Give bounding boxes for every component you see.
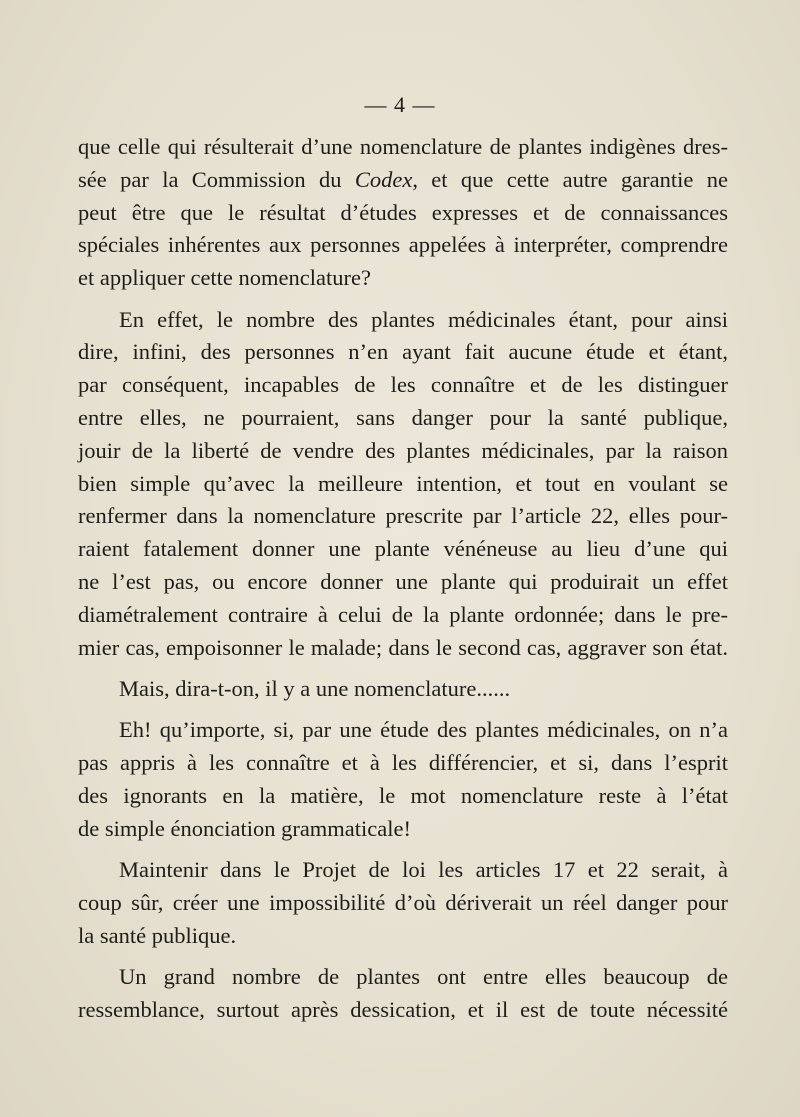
paragraph-4 — [78, 714, 728, 845]
text-line: diamétralement contraire à celui de la plante ordonnée; dans le pre- — [78, 601, 728, 627]
text-line: dire, infini, des personnes n’en ayant fait aucune étude et étant, — [78, 339, 728, 365]
text-line: entre elles, ne pourraient, sans danger pour la santé publique, — [78, 404, 728, 430]
text-line: de simple énonciation grammaticale! — [78, 815, 411, 841]
text-line: des ignorants en la matière, le mot nomenclature reste à l’état — [78, 782, 728, 808]
text-line: la santé publique. — [78, 922, 237, 948]
body-text — [78, 131, 728, 1027]
text-line: et appliquer cette nomenclature? — [78, 265, 371, 291]
text-line: coup sûr, créer une impossibilité d’où dériverait un réel danger pour — [78, 889, 728, 915]
text-line: Maintenir dans le Projet de loi les articles 17 et 22 serait, à — [119, 857, 728, 883]
text-line: Eh! qu’importe, si, par une étude des plantes médicinales, on n’a — [119, 717, 728, 743]
paragraph-6 — [78, 961, 728, 1027]
text-line: raient fatalement donner une plante vénéneuse au lieu d’une qui — [78, 536, 728, 562]
paragraph-1 — [78, 131, 728, 295]
codex-italic: Codex — [354, 166, 413, 192]
paragraph-5 — [78, 854, 728, 952]
text-line: peut être que le résultat d’études expresses et de connaissances — [78, 199, 728, 225]
text-line: mier cas, empoisonner le malade; dans le second cas, aggraver son état. — [78, 634, 728, 660]
text-line: pas appris à les connaître et à les différencier, et si, dans l’esprit — [78, 750, 728, 776]
paragraph-3 — [78, 673, 728, 706]
text-line: que celle qui résulterait d’une nomenclature de plantes indigènes dres- — [78, 134, 728, 159]
text-line: par conséquent, incapables de les connaître et de les distinguer — [78, 372, 728, 398]
paragraph-2 — [78, 304, 728, 665]
text-line: spéciales inhérentes aux personnes appelées à interpréter, comprendre — [78, 232, 728, 258]
text-line: sée par la Commission du Codex, et que cette autre garantie ne — [78, 166, 728, 192]
text-line: En effet, le nombre des plantes médicinales étant, pour ainsi — [119, 306, 728, 332]
page-number: — 4 — — [364, 92, 436, 117]
text-line: renfermer dans la nomenclature prescrite par l’article 22, elles pour- — [78, 503, 728, 529]
text-line: bien simple qu’avec la meilleure intention, et tout en voulant se — [78, 470, 728, 496]
text-line: Mais, dira-t-on, il y a une nomenclature...... — [119, 675, 511, 701]
text-line: jouir de la liberté de vendre des plantes médicinales, par la raison — [78, 437, 728, 463]
text-line: ne l’est pas, ou encore donner une plante qui produirait un effet — [78, 568, 728, 594]
text-line: ressemblance, surtout après dessication, et il est de toute nécessité — [78, 996, 728, 1022]
text-line: Un grand nombre de plantes ont entre elles beaucoup de — [119, 964, 728, 990]
